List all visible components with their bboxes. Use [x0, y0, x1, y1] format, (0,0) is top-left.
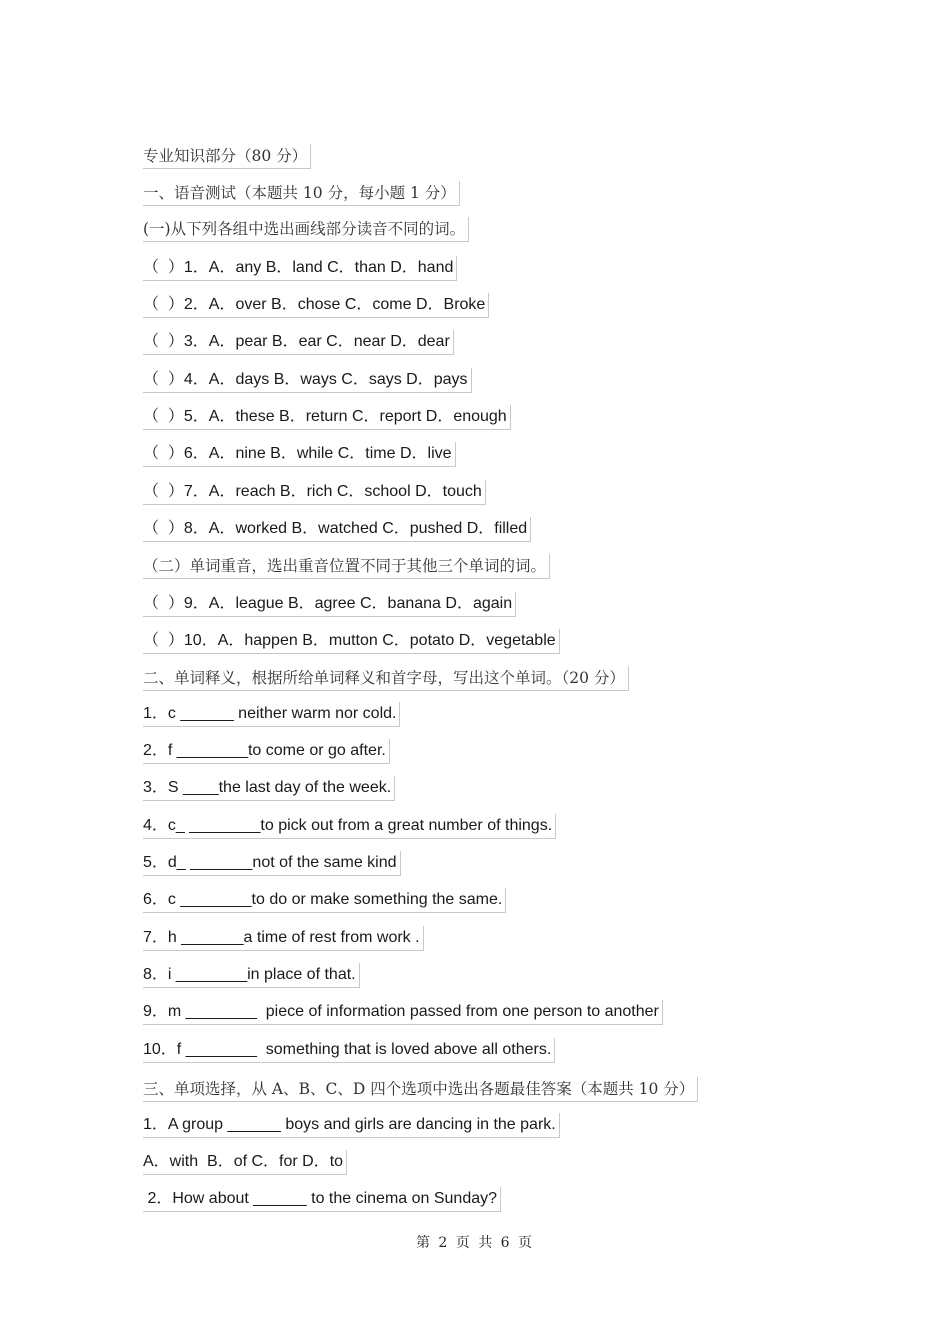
page-number-footer: 第 2 页 共 6 页 [415, 1235, 535, 1251]
question-line: （ ）9．A．league B．agree C．banana D．again [143, 592, 516, 617]
question-line: （ ）5．A．these B．return C．report D．enough [143, 405, 511, 430]
question-line: （ ）6．A．nine B．while C．time D．live [143, 442, 456, 467]
question-line: 10．f ________ something that is loved above all others. [143, 1038, 555, 1063]
question-line: （ ）3．A．pear B．ear C．near D．dear [143, 330, 454, 355]
question-line: 4．c_ ________to pick out from a great number of things. [143, 814, 556, 839]
question-line: 8．i ________in place of that. [143, 963, 360, 988]
question-line: （ ）4．A．days B．ways C．says D．pays [143, 368, 472, 393]
question-line: 1．c ______ neither warm nor cold. [143, 702, 400, 727]
instruction-text: （二）单词重音，选出重音位置不同于其他三个单词的词。 [143, 554, 550, 579]
section-heading: 专业知识部分（80 分） [143, 144, 311, 169]
question-line: 7．h _______a time of rest from work . [143, 926, 424, 951]
section-heading: 二、单词释义，根据所给单词释义和首字母，写出这个单词。（20 分） [143, 666, 629, 691]
instruction-text: (一)从下列各组中选出画线部分读音不同的词。 [143, 217, 469, 242]
question-line: 3．S ____the last day of the week. [143, 776, 395, 801]
question-line: 1．A group ______ boys and girls are dancing in the park. [143, 1113, 560, 1138]
question-line: 9．m ________ piece of information passed from one person to another [143, 1000, 663, 1025]
section-heading: 三、单项选择，从 A、B、C、D 四个选项中选出各题最佳答案（本题共 10 分） [143, 1077, 698, 1102]
question-line: 2．f ________to come or go after. [143, 739, 390, 764]
question-line: （ ）2．A．over B．chose C．come D．Broke [143, 293, 489, 318]
question-line: 6．c ________to do or make something the same. [143, 888, 506, 913]
question-line: （ ）10．A．happen B．mutton C．potato D．vegetable [143, 629, 560, 654]
question-line: （ ）8．A．worked B．watched C．pushed D．filled [143, 517, 531, 542]
question-line: 2．How about ______ to the cinema on Sunday? [143, 1187, 501, 1212]
question-line: 5．d_ _______not of the same kind [143, 851, 401, 876]
question-line: （ ）7．A．reach B．rich C．school D．touch [143, 480, 486, 505]
section-heading: 一、语音测试（本题共 10 分，每小题 1 分） [143, 181, 460, 206]
options-line: A．with B．of C．for D．to [143, 1150, 347, 1175]
question-line: （ ）1．A．any B．land C．than D．hand [143, 256, 457, 281]
